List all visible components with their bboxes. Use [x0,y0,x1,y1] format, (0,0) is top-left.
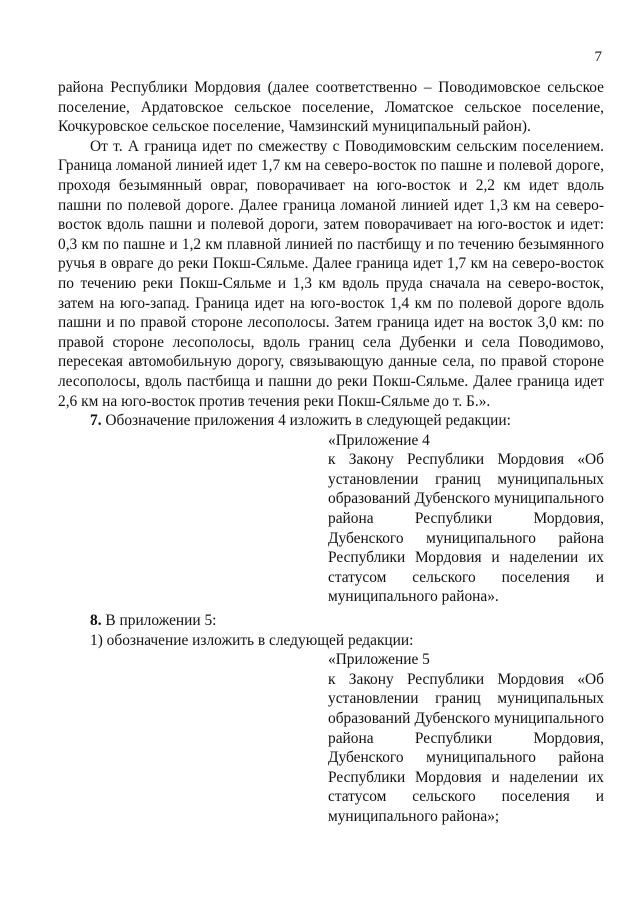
item-8-number: 8. [90,612,102,630]
amendment-item-7 [58,411,604,431]
appendix-5-heading: «Приложение 5 [328,651,430,669]
document-body [58,78,604,827]
page-number: 7 [594,49,602,65]
appendix-4-heading: «Приложение 4 [328,431,430,449]
boundary-description-paragraph: От т. А граница идет по смежеству с Поводимовским сельским поселением. Граница ломаной линией идет 1,7 км на северо-восток по пашне и полевой дороге, проходя безымянный овраг, поворачивает на юго-восток и 2,2 км идет вдоль пашни по полевой дороге. Далее граница ломаной линией идет 1,3 км на северо-восток вдоль пашни и полевой дороги, затем поворачивает на юго-восток и идет: 0,3 км по пашне и 1,2 км плавной линией по пастбищу и по течению безымянного ручья в овраге до реки Покш-Сяльме. Далее граница идет 1,7 км на северо-восток по течению реки Покш-Сяльме и 1,3 км вдоль пруда сначала на северо-восток, затем на юго-запад. Граница идет на юго-восток 1,4 км по полевой дороге вдоль пашни и по правой стороне лесополосы. Затем граница идет на восток 3,0 км: по правой стороне лесополосы, вдоль границ села Дубенки и села Поводимово, пересекая автомобильную дорогу, связывающую данные села, по правой стороне лесополосы, вдоль пастбища и пашни до реки Покш-Сяльме. Далее граница идет 2,6 км на юго-восток против течения реки Покш-Сяльме до т. Б.». [58,137,604,410]
item-8-text: В приложении 5: [101,612,217,630]
appendix-5-block [328,650,604,826]
appendix-4-block [328,431,604,607]
item-7-number: 7. [90,412,102,430]
item-7-text: Обозначение приложения 4 изложить в следующей редакции: [101,412,511,430]
intro-paragraph: района Республики Мордовия (далее соответственно – Поводимовское сельское поселение, Ардатовское сельское поселение, Ломатское сельское поселение, Кочкуровское сельское поселение, Чамзинский муниципальный район). [58,79,604,136]
appendix-5-body: к Закону Республики Мордовия «Об установлении границ муниципальных образований Дубенского муниципального района Республики Мордовия, Дубенского муниципального района Республики Мордовия и наделении их статусом сельского поселения и муниципального района»; [328,670,604,825]
item-8-subitem-1: 1) обозначение изложить в следующей редакции: [90,631,414,649]
amendment-item-8 [58,611,604,631]
appendix-4-body: к Закону Республики Мордовия «Об установлении границ муниципальных образований Дубенского муниципального района Республики Мордовия, Дубенского муниципального района Республики Мордовия и наделении их статусом сельского поселения и муниципального района». [328,451,604,606]
